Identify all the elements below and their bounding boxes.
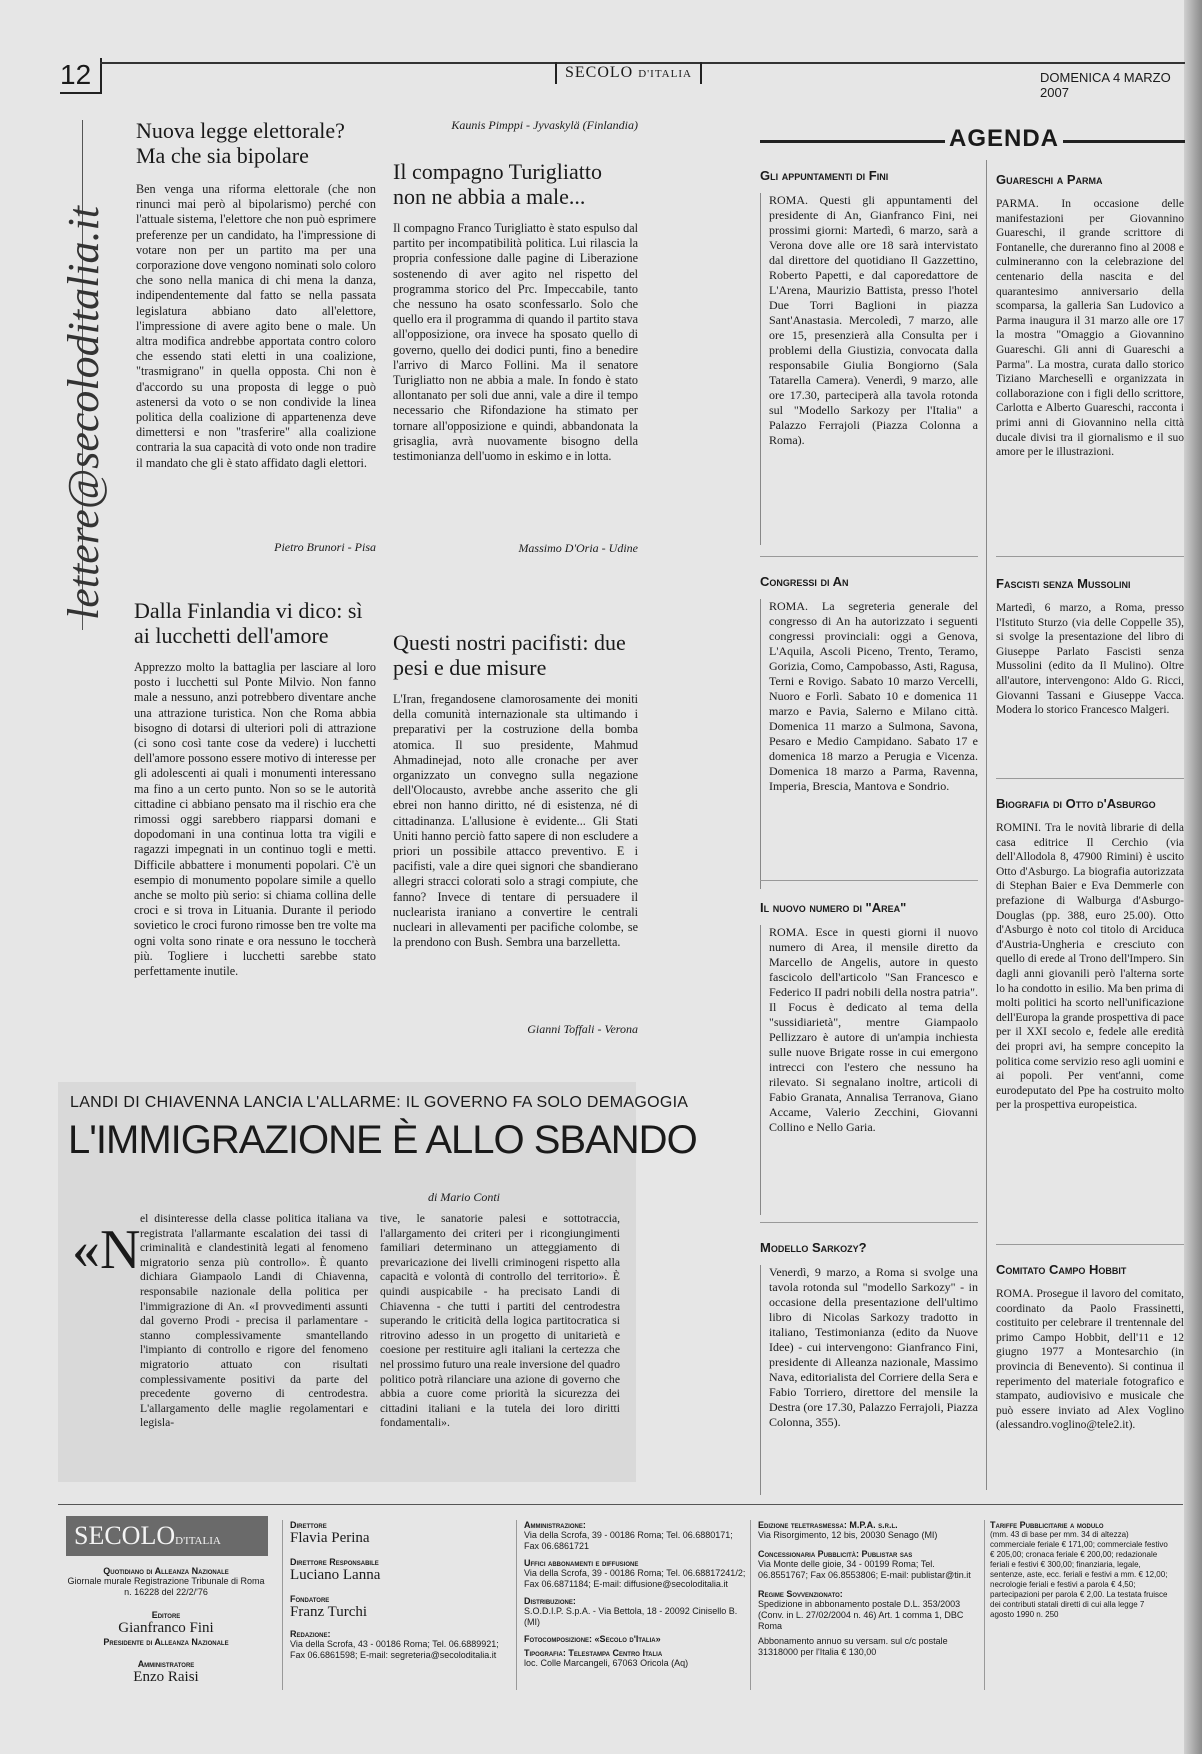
footer-tipografia: loc. Colle Marcangeli, 67063 Oricola (Aq) [524,1658,689,1668]
agenda-item-asburgo-heading: Biografia di Otto d'Asburgo [996,796,1156,811]
letter-1-title: Nuova legge elettorale? Ma che sia bipolare [136,118,345,168]
footer-uffici: Via della Scrofa, 39 - 00186 Roma; Tel. 06.68817241/2; Fax 06.6871184; E-mail: diffusione@secoloditalia.it [524,1568,746,1589]
footer-divider [750,1520,751,1690]
letter-3-title: Il compagno Turigliatto non ne abbia a male... [393,159,602,209]
letter-1-body: Ben venga una riforma elettorale (che non rinunci mai però al bipolarismo) perché con l'attuale sistema, l'elettore che non può esprimere preferenze per un candidato, ha l'impressione di votare non per un partito ma per una corporazione dove vengono nominati solo coloro che sono nella manica di chi mena la danza, indipendentemente dal fatto se nella passata legislatura abbiano dato all'elettore, l'impressione di avere agito bene o male. Un altra modifica andrebbe apportata contro coloro che essendo stati eletti in una coalizione, "trasmigrano" in quella opposta. Chi non è d'accordo su una proposta di legge o può astenersi da voto o se non condivide la linea politica della coalizione di appartenenza deve dimettersi e non "trasferire" alla coalizione contraria la sua capacità di voto onde non tradire il mandato che gli è stato affidato dagli elettori. [136,182,376,470]
footer-concessionaria-label: Concessionaria Pubblicità: Publistar sas [758,1549,913,1559]
agenda-item-congressi [760,574,978,889]
footer-admin-label: Amministratore [137,1659,195,1669]
agenda-item-fini-body: ROMA. Questi gli appuntamenti del presidente di An, Gianfranco Fini, nei prossimi giorni: Martedì, 6 marzo, sarà a Verona dove alle ore 18 sarà intervistato dal direttore del quotidiano Il Gazzettino, Roberto Papetti, e dal caporedattore de L'Arena, Maurizio Battista, presso l'hotel Due Torri Baglioni in piazza Sant'Anastasia. Mercoledì, 7 marzo, alle ore 15, presenzierà alla Consulta per i problemi della Giustizia, convocata dalla responsabile Giulia Bongiorno (Sala Tatarella Camera). Venerdì, 9 marzo, alle ore 17.30, parteciperà alla tavola rotonda sul "Modello Sarkozy per l'Italia" a Palazzo Ferrajoli (Piazza Colonna a Roma). [760,193,978,545]
agenda-item-fini-heading: Gli appuntamenti di Fini [760,168,889,183]
footer-distribuzione: S.O.D.I.P. S.p.A. - Via Bettola, 18 - 20092 Cinisello B. (MI) [524,1606,738,1627]
agenda-item-guareschi-body: PARMA. In occasione delle manifestazioni per Giovannino Guareschi, il grande scrittore di Fontanelle, che dureranno fino al 2008 e culmineranno con la celebrazione del centenario della nascita e del quarantesimo anniversario della scomparsa, la galleria San Ludovico a Parma inaugura il 31 marzo alle ore 17 la mostra "Omaggio a Giovannino Guareschi. Gli anni di Guareschi a Parma". La mostra, curata dallo storico Tiziano Marchesellì e organizzata in collaborazione con i figli dello scrittore, Carlotta e Alberto Guareschi, racconta i primi anni di Giovannino nella città ducale divisi tra il giornalismo e il suo amore per le illustrazioni. [996,198,1184,459]
footer-divider [516,1520,517,1690]
page-edge-shadow [1184,0,1202,1754]
agenda-item-hobbit-heading: Comitato Campo Hobbit [996,1262,1127,1277]
footer-divider [282,1520,283,1690]
issue-date: DOMENICA 4 MARZO 2007 [1040,70,1171,100]
footer-resp-name: Luciano Lanna [290,1567,381,1583]
immigration-dropcap: «N [72,1219,141,1281]
letter-2-body: Apprezzo molto la battaglia per lasciare al loro posto i lucchetti sul Ponte Milvio. Non fanno male a nessuno, anzi potrebbero diventare anche una attrazione turistica. Non che Roma abbia bisogno di dotarsi di ulteriori poli di attrazione (ci sono così tante cose da vedere) i lucchetti dell'amore possono essere motivo di interesse per gli adolescenti ai quali i monumenti interessano ma fino a un certo punto. Non so se le autorità cittadine ci abbiano pensato ma il rischio era che rimossi oggi sarebbero riapparsi domani e dopodomani in una continua lotta tra vigili e ragazzi impegnati in un continuo togli e metti. Difficile abbattere i monumenti popolari. C'è un esempio di monumento popolare simile a quello anche se molto più serio: si chiama collina delle croci e si trova in Lituania. Durante il periodo sovietico le croci furono rimosse ben tre volte ma ogni volta sono rinate e ora nessuno le toccherà più. Togliere i lucchetti sarebbe stato perfettamente inutile. [134,660,376,979]
letters-email[interactable]: lettere@secoloditalia.it [59,206,108,620]
agenda-item-guareschi [996,172,1184,543]
agenda-divider [986,160,987,1490]
footer-redazione-label: Redazione: [290,1629,331,1639]
footer-director-label: Direttore [290,1520,327,1530]
footer-col-3 [524,1520,746,1669]
letter-4 [393,630,638,1037]
immigration-col-2: tive, le sanatorie palesi e sottotraccia, l'allargamento dei criteri per i ricongiungimenti familiari determinano un atteggiamento di prevaricazione dei livelli criminogeni rispetto alla capacità e volontà di controllo del territorio». È quindi auspicabile - ha precisato Landi di Chiavenna - che tutti i partiti del centrodestra superando le criticità della logica partitocratica si ritrovino adesso in un progetto di unitarietà e coesione per restituire agli italiani la certezza che nel prossimo futuro una reale inversione del quadro politico potrà rilanciare una azione di governo che abbia a cuore come priorità la sicurezza dei cittadini italiani e la tutela dei loro diritti fondamentali». [380,1212,620,1430]
agenda-item-sarkozy [760,1240,978,1495]
agenda-item-area-body: ROMA. Esce in questi giorni il nuovo numero di Area, il mensile diretto da Marcello de Angelis, autore in questo fascicolo dell'articolo "San Francesco e Federico II padri nobili della nostra patria". Il Focus è dedicato al tema della "sussidiarietà", mentre Giampaolo Pellizzaro è autore di un'ampia inchiesta sulle nuove Brigate rosse in cui emergono intrecci con l'estero che nessuno ha rilevato. Si segnalano inoltre, articoli di Fabio Granata, Annalisa Terranova, Giano Accame, Valerio Zecchini, Giovanni Collino e Nello Garia. [760,925,978,1215]
footer-abbonamenti: Spedizione in abbonamento postale D.L. 353/2003 (Conv. in L. 27/02/2004 n. 46) Art. 1 comma 1, DBC Roma [758,1599,964,1631]
footer-president-label: Presidente di Alleanza Nazionale [103,1637,229,1647]
agenda-item-sarkozy-body: Venerdì, 9 marzo, a Roma si svolge una tavola rotonda sul "modello Sarkozy" - in occasione della presentazione dell'ultimo libro di Nicolas Sarkozy tradotto in italiano, Testimonianza (edito da Nuove Idee) - cui intervengono: Gianfranco Fini, presidente di Alleanza nazionale, Massimo Nava, editorialista del Corriere della Sera e Fabio Torriero, direttore del mensile la Destra (ore 17.30, Palazzo Ferrajoli, Piazza Colonna, 355). [760,1265,978,1495]
agenda-item-congressi-heading: Congressi di An [760,574,849,589]
agenda-separator [996,556,1184,557]
page-number: 12 [60,58,102,94]
agenda-title: AGENDA [945,125,1063,153]
agenda-separator [996,778,1184,779]
agenda-item-congressi-body: ROMA. La segreteria generale del congresso di An ha autorizzato i seguenti congressi provinciali: oggi a Genova, L'Aquila, Ascoli Piceno, Trento, Teramo, Gorizia, Como, Campobasso, Asti, Ragusa, Terni e Rovigo. Sabato 10 marzo Vercelli, Nuoro e Forlì. Sabato 10 e domenica 11 marzo e Pavia, Salerno e Milano città. Domenica 11 marzo a Sulmona, Savona, Pesaro e Medio Campidano. Sabato 17 e domenica 18 marzo a Perugia e Vicenza. Domenica 18 marzo a Parma, Ravenna, Imperia, Brescia, Mantova e Sondrio. [760,599,978,889]
footer-distribuzione-label: Distribuzione: [524,1596,576,1606]
footer-concessionaria: Via Monte delle gioie, 34 - 00199 Roma; Tel. 06.8551767; Fax 06.8553806; E-mail: publistar@tin.it [758,1559,971,1580]
footer-rule [58,1504,1183,1505]
footer-resp-label: Direttore Responsabile [290,1557,379,1567]
masthead-main: SECOLO [565,64,634,81]
footer-amministrazione: Via della Scrofa, 39 - 00186 Roma; Tel. 06.6880171; Fax 06.6861721 [524,1530,733,1551]
agenda-separator [760,556,978,557]
letter-1-author: Pietro Brunori - Pisa [274,540,376,554]
footer-col-2 [290,1520,514,1661]
masthead-small: D'ITALIA [638,68,692,80]
agenda-separator [996,1244,1184,1245]
agenda-item-fini [760,168,978,545]
footer-divider [984,1520,985,1690]
footer-tariffe-label: Tariffe Pubblicitarie a modulo [990,1520,1104,1530]
letter-3 [393,118,638,556]
footer-edizione-label: Edizione teletrasmessa: M.P.A. s.r.l. [758,1520,898,1530]
footer-editor-label: Editore [151,1610,181,1620]
letter-4-body: L'Iran, fregandosene clamorosamente dei moniti della comunità internazionale sta ultimando i preparativi per la costruzione della bomba atomica. Il suo presidente, Mahmud Ahmadinejad, noto alle cronache per aver organizzato un convegno sulla negazione dell'Olocausto, avrebbe anche asserito che gli ebrei non hanno diritto, né di esistenza, né di cittadinanza. L'allusione è evidente... Gli Stati Uniti hanno perciò fatto sapere di non escludere a priori un possibile attacco preventivo. E i pacifisti, vale a dire quei signori che sbandierano allegri stracci colorati solo a stragi compiute, che fanno? Invece di tentare di persuadere il nuclearista iraniano a convertire le centrali nucleari in allevamenti per pacifiche colombe, se la prendono con Bush. Sembra una barzelletta. [393,692,638,950]
footer-logo-main: SECOLO [74,1521,176,1550]
agenda-separator [760,880,978,881]
agenda-item-guareschi-heading: Guareschi a Parma [996,172,1103,187]
footer-col-5 [990,1520,1170,1620]
footer-abbonamenti-2: Abbonamento annuo su versam. sul c/c postale 31318000 per l'Italia € 130,00 [758,1636,948,1657]
letter-2-author: Kaunis Pimppi - Jyvaskylä (Finlandia) [451,118,638,132]
footer-edizione: Via Risorgimento, 12 bis, 20030 Senago (MI) [758,1530,938,1540]
agenda-item-area [760,900,978,1215]
immigration-kicker: LANDI DI CHIAVENNA LANCIA L'ALLARME: IL GOVERNO FA SOLO DEMAGOGIA [70,1094,689,1111]
letter-4-title: Questi nostri pacifisti: due pesi e due misure [393,630,626,680]
footer-col-1 [66,1566,266,1686]
footer-admin-name: Enzo Raisi [133,1669,199,1685]
footer-amministrazione-label: Amministrazione: [524,1520,586,1530]
letter-3-author: Massimo D'Oria - Udine [518,541,638,555]
agenda-item-hobbit [996,1262,1184,1487]
immigration-author: di Mario Conti [427,1190,500,1204]
letter-3-body: Il compagno Franco Turigliatto è stato espulso dal partito per incompatibilità politica. Lui rilascia la propria confessione dalle pagine di Liberazione sostenendo di aver agito nel rispetto del programma storico del Prc. Impeccabile, tanto che nessuno ha osato sconfessarlo. Solo che quello era il programma di quando il partito stava all'opposizione, ora invece ha sposato quello di governo, quello dei dodici punti, fino a benedire l'arrivo di Marco Follini. Ma il senatore Turigliatto non ne abbia a male. In fondo è stato allontanato per soli due anni, vale a dire il tempo necessario che Rifondazione ha stimato per tornare all'opposizione e quindi, abbandonata la grisaglia, avrà nuovamente bisogno della testimonianza dell'uomo in eskimo e in lotta. [393,221,638,464]
footer-tipografia-label: Tipografia: Telestampa Centro Italia [524,1648,663,1658]
footer-tariffe: (mm. 43 di base per mm. 34 di altezza) commerciale feriale € 171,00; commerciale festivo € 205,00; cronaca feriale € 200,00; redazionale feriali e festivi € 300,00; finanziaria, legale, sentenze, aste, ecc. feriali e festivi a mm. € 12,00; necrologie feriali e festivi a parola € 4,50; partecipazioni per parola € 2,00. La testata fruisce dei contributi statali diretti di cui alla legge 7 agosto 1990 n. 250 [990,1530,1168,1619]
footer-director-name: Flavia Perina [290,1530,370,1546]
agenda-item-fascisti-body: Martedì, 6 marzo, a Roma, presso l'Istituto Sturzo (via delle Coppelle 35), si svolge la presentazione del libro di Giuseppe Parlato Fascisti senza Mussolini (edito da Il Mulino). Oltre all'autore, intervengono: Aldo G. Ricci, Giovanni Tassani e Giuseppe Vacca. Modera lo storico Francesco Malgeri. [996,602,1184,717]
footer-logo [66,1516,268,1556]
letter-2-title: Dalla Finlandia vi dico: sì ai lucchetti dell'amore [134,598,363,648]
letter-1 [136,118,376,555]
immigration-col-1: el disinteresse della classe politica italiana va registrata l'allarmante escalation dei tassi di criminalità e clandestinità legati al fenomeno migratorio senza più controllo». È quanto dichiara Giampaolo Landi di Chiavenna, responsabile nazionale della politica per l'immigrazione di An. «I provvedimenti assunti dal governo Prodi - precisa il parlamentare - stanno complessivamente smantellando l'impianto di controllo e rigore del fenomeno migratorio attuato con risultati complessivamente positivi da parte del precedente governo di centrodestra. L'allargamento delle maglie regolamentari e legisla- [140,1212,368,1430]
immigration-title: L'IMMIGRAZIONE È ALLO SBANDO [68,1118,697,1162]
masthead [555,62,702,84]
agenda-separator [760,1222,978,1223]
footer-foto-label: Fotocomposizione: «Secolo d'Italia» [524,1634,661,1644]
agenda-item-area-heading: Il nuovo numero di "Area" [760,900,907,915]
footer-uffici-label: Uffici abbonamenti e diffusione [524,1558,639,1568]
agenda-item-fascisti-heading: Fascisti senza Mussolini [996,576,1131,591]
agenda-item-asburgo [996,796,1184,1241]
letter-2 [134,598,376,1062]
footer-registration: Giornale murale Registrazione Tribunale di Roma n. 16228 del 22/2/'76 [67,1576,265,1597]
footer-founder-label: Fondatore [290,1594,330,1604]
footer-col-4 [758,1520,980,1658]
agenda-item-asburgo-body: ROMINI. Tra le novità librarie di della casa editrice Il Cerchio (via dell'Allodola 8, 47900 Rimini) è uscito Otto d'Asburgo. La biografia autorizzata di Stephan Baier e Eva Demmerle con prefazione di Walburga d'Asburgo-Douglas (pp. 388, euro 25.00). Otto d'Asburgo è noto col titolo di Arciduca d'Austria-Ungheria e cresciuto con quello di erede al Trono dell'Impero. Sin dagli anni giovanili però l'alterna sorte lo ha condotto in esilio. Ma ben prima di molti politici ha scorto nell'unificazione dell'Europa la grande prospettiva di pace per il XXI secolo e, fedele alle eredità dei propri avi, ha sempre concepito la politica come servizio reso agli uomini e ai popoli. Per vent'anni, come eurodeputato del Ppe ha costruito molto per la prospettiva europeistica. [996,822,1184,1112]
letter-4-author: Gianni Toffali - Verona [527,1022,638,1036]
footer-publisher-label: Quotidiano di Alleanza Nazionale [103,1566,229,1576]
footer-abbonamenti-label: Regime Sovvenzionato: [758,1589,843,1599]
footer-founder-name: Franz Turchi [290,1604,368,1620]
agenda-item-sarkozy-heading: Modello Sarkozy? [760,1240,867,1255]
footer-redazione: Via della Scrofa, 43 - 00186 Roma; Tel. 06.6889921; Fax 06.6861598; E-mail: segreteria@secoloditalia.it [290,1639,499,1660]
footer-logo-small: D'ITALIA [175,1535,221,1547]
agenda-item-fascisti [996,576,1184,771]
footer-editor-name: Gianfranco Fini [118,1620,214,1636]
agenda-item-hobbit-body: ROMA. Prosegue il lavoro del comitato, coordinato da Paolo Frassinetti, costituito per celebrare il trentennale del primo Campo Hobbit, dell'11 e 12 giugno 1977 a Montesarchio (in provincia di Benevento). Si continua il reperimento del materiale fotografico e stampato, audiovisivo e musicale che può essere inviato ad Alex Voglino (alessandro.voglino@tele2.it). [996,1288,1184,1432]
